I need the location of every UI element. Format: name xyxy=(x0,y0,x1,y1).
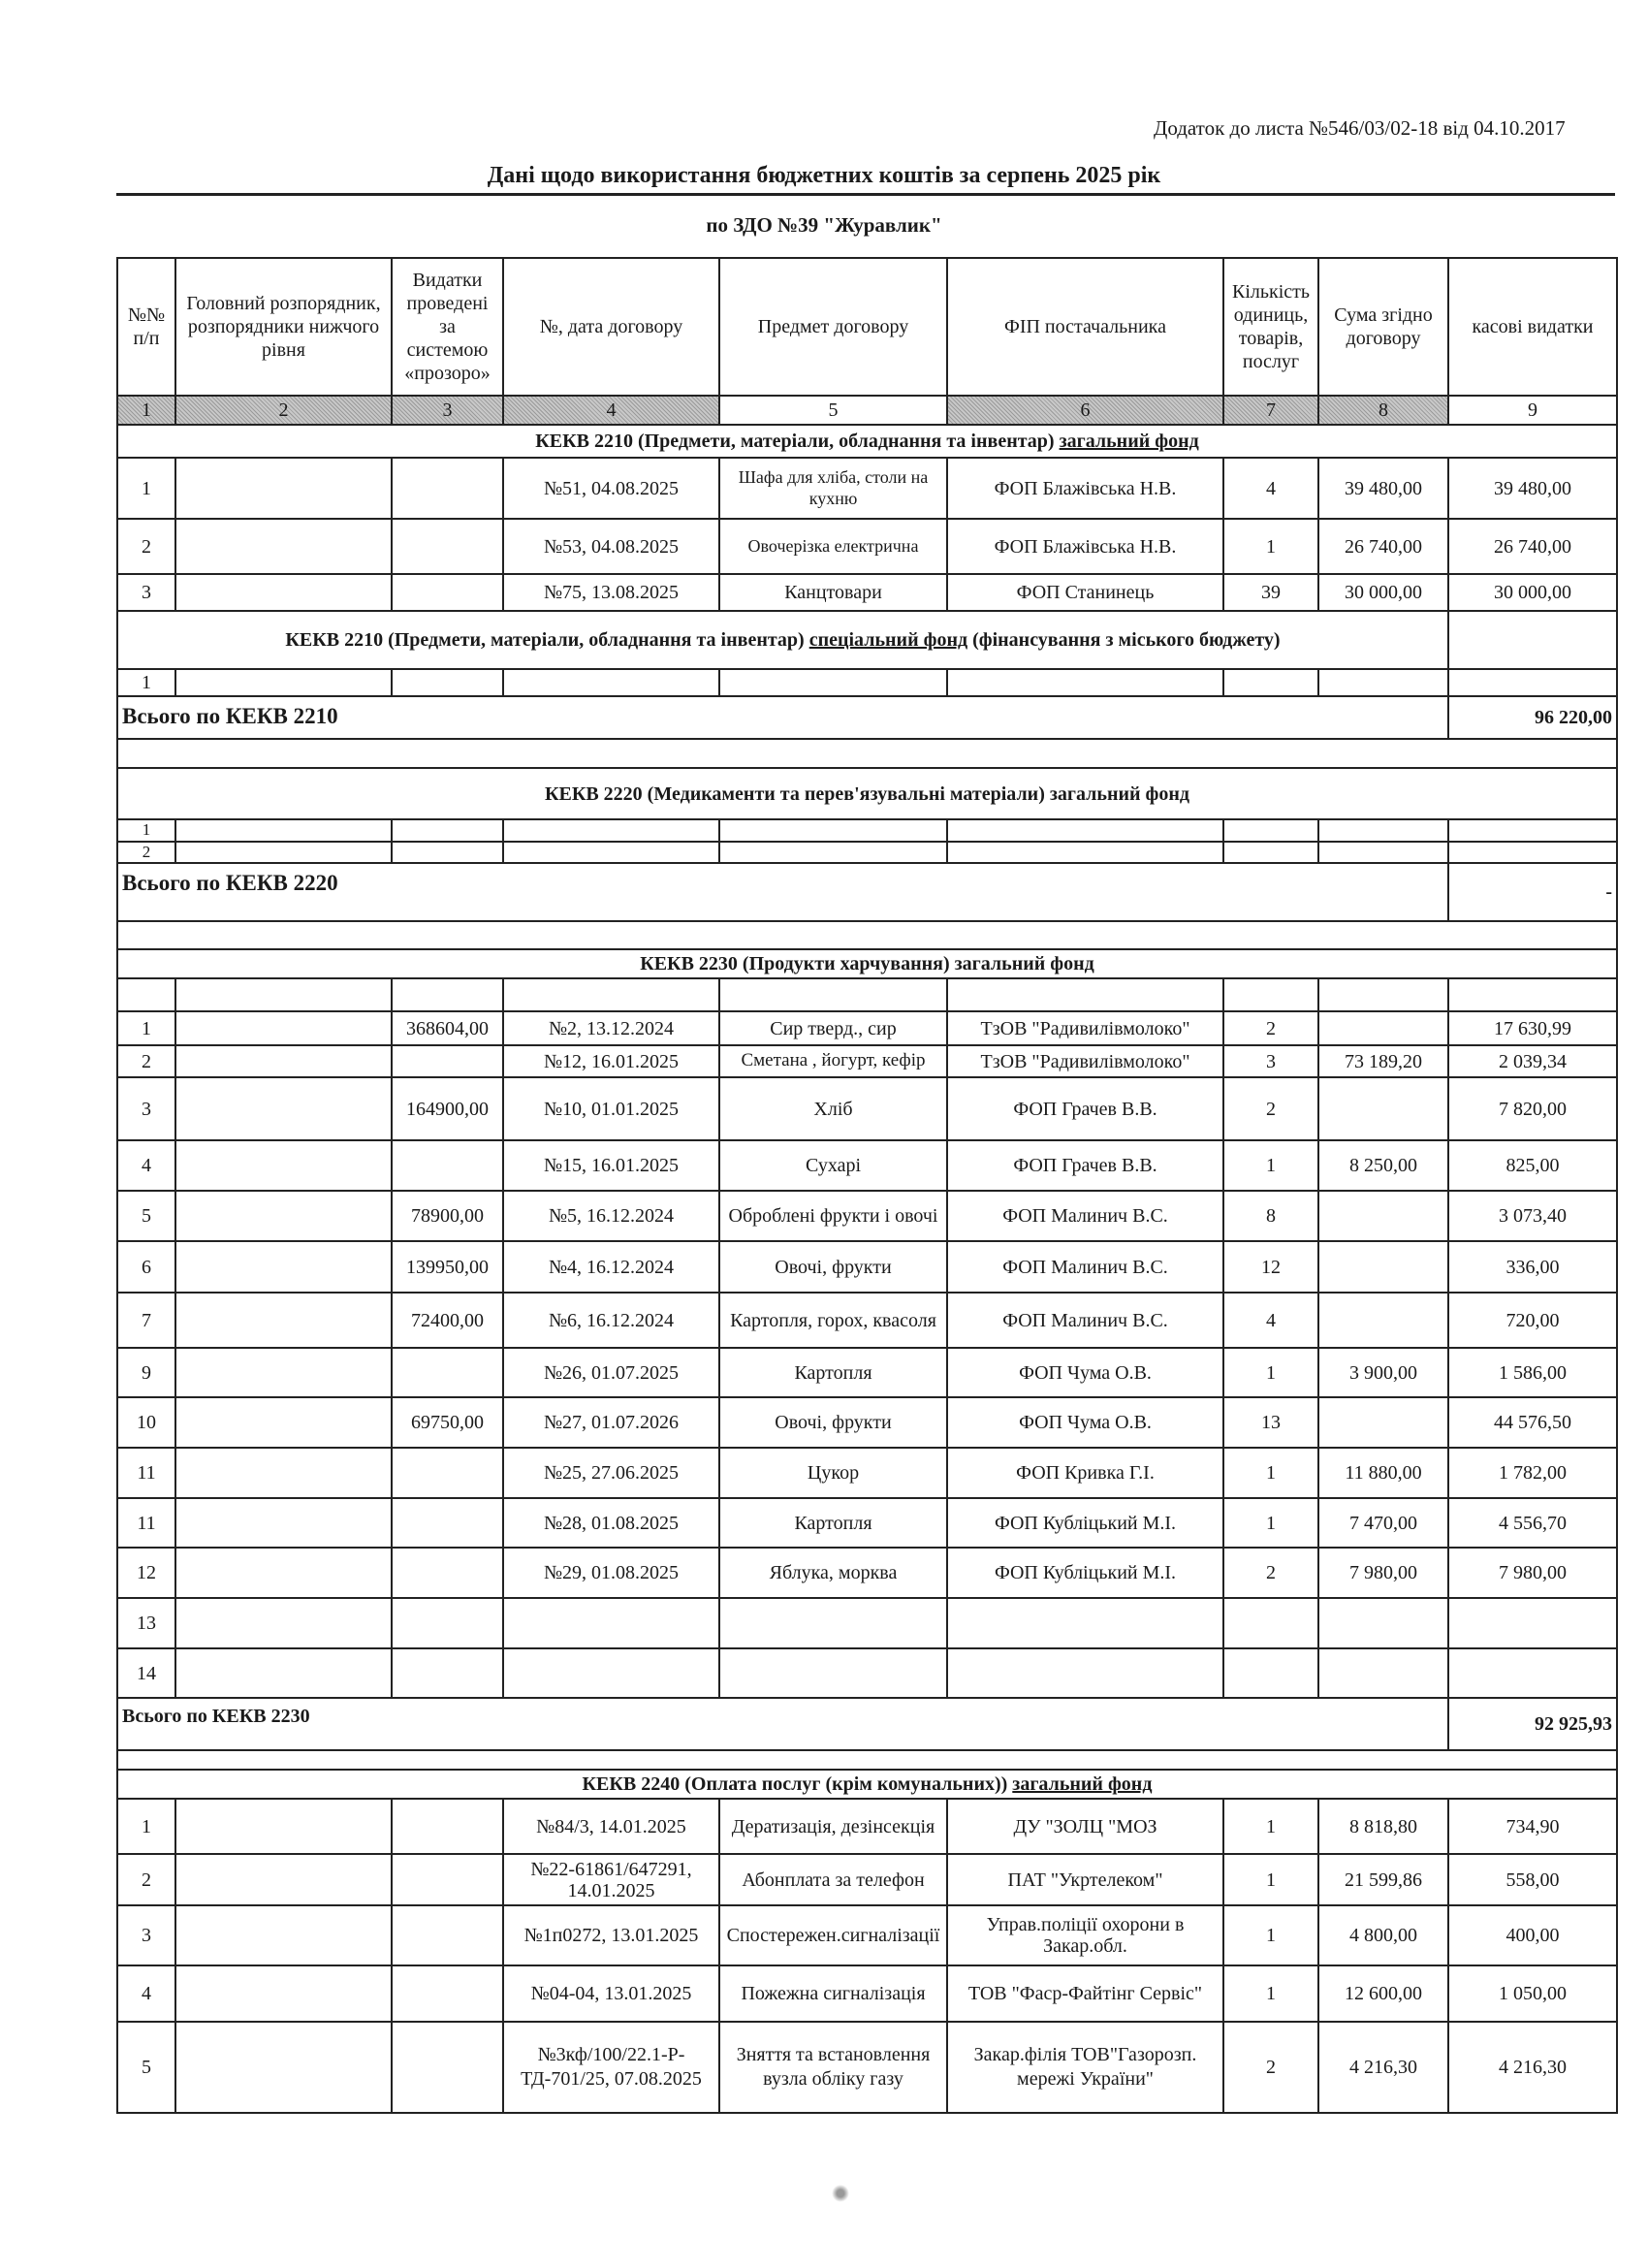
prozoro-cell xyxy=(392,1140,503,1191)
paid-cell: 720,00 xyxy=(1448,1293,1617,1348)
total-label: Всього по КЕКВ 2220 xyxy=(117,863,1448,921)
quantity-cell: 1 xyxy=(1223,1905,1318,1965)
sum-cell: 26 740,00 xyxy=(1318,519,1448,574)
total-label: Всього по КЕКВ 2230 xyxy=(117,1698,1448,1750)
table-row xyxy=(117,574,1617,611)
contract-cell: №4, 16.12.2024 xyxy=(503,1241,719,1293)
row-number: 10 xyxy=(117,1397,175,1448)
contract-cell: №25, 27.06.2025 xyxy=(503,1448,719,1498)
section-header-2240 xyxy=(117,1770,1617,1799)
paid-cell: 30 000,00 xyxy=(1448,574,1617,611)
contract-cell: №27, 01.07.2026 xyxy=(503,1397,719,1448)
section-header-2230 xyxy=(117,949,1617,978)
table-row xyxy=(117,1293,1617,1348)
quantity-cell: 12 xyxy=(1223,1241,1318,1293)
row-number: 3 xyxy=(117,1905,175,1965)
paid-cell: 44 576,50 xyxy=(1448,1397,1617,1448)
subject-cell: Картопля xyxy=(719,1498,947,1548)
supplier-cell: Управ.поліції охорони в Закар.обл. xyxy=(947,1905,1223,1965)
subject-cell: Картопля xyxy=(719,1348,947,1397)
quantity-cell: 1 xyxy=(1223,1448,1318,1498)
prozoro-cell: 69750,00 xyxy=(392,1397,503,1448)
paid-cell: 1 782,00 xyxy=(1448,1448,1617,1498)
column-number-row xyxy=(117,396,1617,425)
supplier-cell: ФОП Кубліцький М.І. xyxy=(947,1498,1223,1548)
row-number: 4 xyxy=(117,1140,175,1191)
quantity-cell: 1 xyxy=(1223,1348,1318,1397)
subject-cell: Шафа для хліба, столи на кухню xyxy=(719,458,947,519)
row-number: 2 xyxy=(117,1045,175,1077)
col-number: 7 xyxy=(1223,396,1318,425)
prozoro-cell xyxy=(392,1348,503,1397)
table-header-row xyxy=(117,258,1617,396)
table-row xyxy=(117,1905,1617,1965)
quantity-cell: 1 xyxy=(1223,519,1318,574)
row-number: 5 xyxy=(117,2022,175,2113)
paid-cell: 1 050,00 xyxy=(1448,1965,1617,2022)
section-header-2210 xyxy=(117,425,1617,458)
table-row xyxy=(117,1241,1617,1293)
prozoro-cell: 368604,00 xyxy=(392,1011,503,1045)
quantity-cell: 2 xyxy=(1223,1077,1318,1140)
subject-cell: Цукор xyxy=(719,1448,947,1498)
section-title: КЕКВ 2240 (Оплата послуг (крім комунальних)) xyxy=(582,1773,1013,1796)
funding-note: (фінансування з міського бюджету) xyxy=(967,629,1281,651)
subject-cell: Зняття та встановлення вузла обліку газу xyxy=(719,2022,947,2113)
sum-cell xyxy=(1318,1011,1448,1045)
contract-cell: №1п0272, 13.01.2025 xyxy=(503,1905,719,1965)
table-row xyxy=(117,1191,1617,1241)
table-row xyxy=(117,1799,1617,1854)
contract-cell: №2, 13.12.2024 xyxy=(503,1011,719,1045)
scan-artifact xyxy=(832,2185,849,2202)
row-number: 11 xyxy=(117,1448,175,1498)
paid-cell: 4 216,30 xyxy=(1448,2022,1617,2113)
row-number: 3 xyxy=(117,574,175,611)
total-value: 96 220,00 xyxy=(1448,696,1617,739)
table-row xyxy=(117,1648,1617,1698)
paid-cell: 3 073,40 xyxy=(1448,1191,1617,1241)
quantity-cell: 3 xyxy=(1223,1045,1318,1077)
col-number: 3 xyxy=(392,396,503,425)
total-label: Всього по КЕКВ 2210 xyxy=(117,696,1448,739)
sum-cell xyxy=(1318,1397,1448,1448)
supplier-cell: ТзОВ "Радивилівмолоко" xyxy=(947,1011,1223,1045)
col-header-manager: Головний розпорядник, розпорядники нижчого рівня xyxy=(175,258,392,396)
subject-cell: Сир тверд., сир xyxy=(719,1011,947,1045)
sum-cell: 7 470,00 xyxy=(1318,1498,1448,1548)
total-row-2210 xyxy=(117,696,1617,739)
row-number: 7 xyxy=(117,1293,175,1348)
col-number: 5 xyxy=(719,396,947,425)
annex-reference: Додаток до листа №546/03/02-18 від 04.10.2017 xyxy=(1154,116,1566,140)
contract-cell: №22-61861/647291, 14.01.2025 xyxy=(503,1854,719,1905)
section-title: КЕКВ 2230 (Продукти харчування) загальний фонд xyxy=(117,949,1617,978)
quantity-cell: 2 xyxy=(1223,1548,1318,1598)
subject-cell: Канцтовари xyxy=(719,574,947,611)
prozoro-cell xyxy=(392,1045,503,1077)
col-header-number: №№ п/п xyxy=(117,258,175,396)
quantity-cell: 1 xyxy=(1223,1140,1318,1191)
subject-cell: Хліб xyxy=(719,1077,947,1140)
row-number: 9 xyxy=(117,1348,175,1397)
spacer-row xyxy=(117,921,1617,949)
subject-cell: Овочі, фрукти xyxy=(719,1241,947,1293)
title-divider xyxy=(116,193,1615,196)
row-number: 12 xyxy=(117,1548,175,1598)
subject-cell: Спостережен.сигналізації xyxy=(719,1905,947,1965)
supplier-cell: ФОП Малинич В.С. xyxy=(947,1191,1223,1241)
quantity-cell: 4 xyxy=(1223,1293,1318,1348)
contract-cell: №75, 13.08.2025 xyxy=(503,574,719,611)
table-row xyxy=(117,1077,1617,1140)
sum-cell: 39 480,00 xyxy=(1318,458,1448,519)
col-header-quantity: Кількість одиниць, товарів, послуг xyxy=(1223,258,1318,396)
subject-cell: Яблука, морква xyxy=(719,1548,947,1598)
paid-cell: 26 740,00 xyxy=(1448,519,1617,574)
table-row xyxy=(117,1448,1617,1498)
col-number: 9 xyxy=(1448,396,1617,425)
col-header-prozoro: Видатки проведені за системою «прозоро» xyxy=(392,258,503,396)
row-number: 3 xyxy=(117,1077,175,1140)
section-header-2210-special xyxy=(117,611,1617,669)
sum-cell: 30 000,00 xyxy=(1318,574,1448,611)
paid-cell: 39 480,00 xyxy=(1448,458,1617,519)
contract-cell: №12, 16.01.2025 xyxy=(503,1045,719,1077)
row-number: 1 xyxy=(117,819,175,842)
table-row xyxy=(117,458,1617,519)
col-number: 1 xyxy=(117,396,175,425)
supplier-cell: ФОП Грачев В.В. xyxy=(947,1140,1223,1191)
contract-cell: №3кф/100/22.1-Р-ТД-701/25, 07.08.2025 xyxy=(503,2022,719,2113)
supplier-cell: ФОП Грачев В.В. xyxy=(947,1077,1223,1140)
sum-cell: 7 980,00 xyxy=(1318,1548,1448,1598)
section-header-2220 xyxy=(117,768,1617,819)
row-number: 4 xyxy=(117,1965,175,2022)
table-row xyxy=(117,2022,1617,2113)
table-row xyxy=(117,1045,1617,1077)
sum-cell: 12 600,00 xyxy=(1318,1965,1448,2022)
row-number: 13 xyxy=(117,1598,175,1648)
sum-cell xyxy=(1318,1077,1448,1140)
row-number: 1 xyxy=(117,1799,175,1854)
col-number: 4 xyxy=(503,396,719,425)
row-number: 6 xyxy=(117,1241,175,1293)
supplier-cell: ПАТ "Укртелеком" xyxy=(947,1854,1223,1905)
total-row-2220 xyxy=(117,863,1617,921)
subject-cell: Дератизація, дезінсекція xyxy=(719,1799,947,1854)
col-header-paid: касові видатки xyxy=(1448,258,1617,396)
empty-row xyxy=(117,978,1617,1011)
sum-cell: 4 216,30 xyxy=(1318,2022,1448,2113)
contract-cell: №29, 01.08.2025 xyxy=(503,1548,719,1598)
sum-cell: 8 250,00 xyxy=(1318,1140,1448,1191)
total-row-2230 xyxy=(117,1698,1617,1750)
quantity-cell: 4 xyxy=(1223,458,1318,519)
col-header-supplier: ФІП постачальника xyxy=(947,258,1223,396)
subject-cell: Сухарі xyxy=(719,1140,947,1191)
table-row xyxy=(117,1598,1617,1648)
col-header-sum: Сума згідно договору xyxy=(1318,258,1448,396)
contract-cell: №84/3, 14.01.2025 xyxy=(503,1799,719,1854)
quantity-cell: 13 xyxy=(1223,1397,1318,1448)
budget-usage-table xyxy=(116,257,1618,2114)
fund-label: загальний фонд xyxy=(1012,1773,1153,1796)
row-number: 2 xyxy=(117,1854,175,1905)
table-row xyxy=(117,1548,1617,1598)
subject-cell: Овочерізка електрична xyxy=(719,519,947,574)
prozoro-cell: 72400,00 xyxy=(392,1293,503,1348)
table-row xyxy=(117,519,1617,574)
table-row xyxy=(117,1011,1617,1045)
paid-cell: 825,00 xyxy=(1448,1140,1617,1191)
total-value: 92 925,93 xyxy=(1448,1698,1617,1750)
row-number: 5 xyxy=(117,1191,175,1241)
paid-cell: 1 586,00 xyxy=(1448,1348,1617,1397)
table-row xyxy=(117,669,1617,696)
subject-cell: Оброблені фрукти і овочі xyxy=(719,1191,947,1241)
contract-cell: №04-04, 13.01.2025 xyxy=(503,1965,719,2022)
supplier-cell: ФОП Чума О.В. xyxy=(947,1397,1223,1448)
paid-cell: 17 630,99 xyxy=(1448,1011,1617,1045)
quantity-cell: 8 xyxy=(1223,1191,1318,1241)
institution-subtitle: по ЗДО №39 "Журавлик" xyxy=(706,213,942,237)
spacer-row xyxy=(117,1750,1617,1770)
supplier-cell: ФОП Станинець xyxy=(947,574,1223,611)
paid-cell: 400,00 xyxy=(1448,1905,1617,1965)
paid-cell: 4 556,70 xyxy=(1448,1498,1617,1548)
table-row xyxy=(117,1498,1617,1548)
row-number: 1 xyxy=(117,458,175,519)
col-header-subject: Предмет договору xyxy=(719,258,947,396)
table-row xyxy=(117,842,1617,863)
subject-cell: Абонплата за телефон xyxy=(719,1854,947,1905)
contract-cell: №10, 01.01.2025 xyxy=(503,1077,719,1140)
table-row xyxy=(117,1854,1617,1905)
prozoro-cell xyxy=(392,1548,503,1598)
subject-cell: Пожежна сигналізація xyxy=(719,1965,947,2022)
row-number: 11 xyxy=(117,1498,175,1548)
supplier-cell: ФОП Малинич В.С. xyxy=(947,1241,1223,1293)
paid-cell: 7 820,00 xyxy=(1448,1077,1617,1140)
prozoro-cell: 78900,00 xyxy=(392,1191,503,1241)
table-row xyxy=(117,819,1617,842)
table-row xyxy=(117,1397,1617,1448)
row-number: 14 xyxy=(117,1648,175,1698)
sum-cell xyxy=(1318,1191,1448,1241)
col-header-contract: №, дата договору xyxy=(503,258,719,396)
fund-label: загальний фонд xyxy=(1059,431,1199,452)
supplier-cell: ТОВ "Фаср-Файтінг Сервіс" xyxy=(947,1965,1223,2022)
prozoro-cell xyxy=(392,1448,503,1498)
fund-label: спеціальний фонд xyxy=(808,629,968,651)
quantity-cell: 39 xyxy=(1223,574,1318,611)
spacer-row xyxy=(117,739,1617,768)
prozoro-cell xyxy=(392,1498,503,1548)
quantity-cell: 1 xyxy=(1223,1854,1318,1905)
section-title: КЕКВ 2210 (Предмети, матеріали, обладнання та інвентар) xyxy=(535,431,1060,452)
contract-cell: №53, 04.08.2025 xyxy=(503,519,719,574)
row-number: 1 xyxy=(117,669,175,696)
sum-cell xyxy=(1318,1293,1448,1348)
row-number: 2 xyxy=(117,842,175,863)
table-row xyxy=(117,1348,1617,1397)
page-title: Дані щодо використання бюджетних коштів за серпень 2025 рік xyxy=(487,163,1161,188)
quantity-cell: 1 xyxy=(1223,1498,1318,1548)
section-title: КЕКВ 2220 (Медикаменти та перев'язувальні матеріали) загальний фонд xyxy=(117,768,1617,819)
supplier-cell: ФОП Кривка Г.І. xyxy=(947,1448,1223,1498)
quantity-cell: 2 xyxy=(1223,1011,1318,1045)
table-row xyxy=(117,1965,1617,2022)
contract-cell: №15, 16.01.2025 xyxy=(503,1140,719,1191)
prozoro-cell: 164900,00 xyxy=(392,1077,503,1140)
row-number: 1 xyxy=(117,1011,175,1045)
subject-cell: Сметана , йогурт, кефір xyxy=(719,1045,947,1077)
col-number: 6 xyxy=(947,396,1223,425)
col-number: 2 xyxy=(175,396,392,425)
supplier-cell: ФОП Чума О.В. xyxy=(947,1348,1223,1397)
sum-cell xyxy=(1318,1241,1448,1293)
total-value: - xyxy=(1448,863,1617,921)
contract-cell: №5, 16.12.2024 xyxy=(503,1191,719,1241)
table-row xyxy=(117,1140,1617,1191)
sum-cell: 73 189,20 xyxy=(1318,1045,1448,1077)
supplier-cell: ФОП Блажівська Н.В. xyxy=(947,458,1223,519)
col-number: 8 xyxy=(1318,396,1448,425)
supplier-cell: ФОП Кубліцький М.І. xyxy=(947,1548,1223,1598)
quantity-cell: 2 xyxy=(1223,2022,1318,2113)
subject-cell: Овочі, фрукти xyxy=(719,1397,947,1448)
supplier-cell: ФОП Малинич В.С. xyxy=(947,1293,1223,1348)
sum-cell: 4 800,00 xyxy=(1318,1905,1448,1965)
prozoro-cell: 139950,00 xyxy=(392,1241,503,1293)
supplier-cell: Закар.філія ТОВ"Газорозп. мережі України" xyxy=(947,2022,1223,2113)
contract-cell: №26, 01.07.2025 xyxy=(503,1348,719,1397)
subject-cell: Картопля, горох, квасоля xyxy=(719,1293,947,1348)
paid-cell: 2 039,34 xyxy=(1448,1045,1617,1077)
paid-cell: 734,90 xyxy=(1448,1799,1617,1854)
paid-cell: 558,00 xyxy=(1448,1854,1617,1905)
supplier-cell: ТзОВ "Радивилівмолоко" xyxy=(947,1045,1223,1077)
sum-cell: 8 818,80 xyxy=(1318,1799,1448,1854)
sum-cell: 11 880,00 xyxy=(1318,1448,1448,1498)
supplier-cell: ДУ "ЗОЛЦ "МОЗ xyxy=(947,1799,1223,1854)
section-title: КЕКВ 2210 (Предмети, матеріали, обладнання та інвентар) xyxy=(285,629,809,651)
quantity-cell: 1 xyxy=(1223,1965,1318,2022)
contract-cell: №51, 04.08.2025 xyxy=(503,458,719,519)
sum-cell: 3 900,00 xyxy=(1318,1348,1448,1397)
paid-cell: 336,00 xyxy=(1448,1241,1617,1293)
supplier-cell: ФОП Блажівська Н.В. xyxy=(947,519,1223,574)
row-number: 2 xyxy=(117,519,175,574)
quantity-cell: 1 xyxy=(1223,1799,1318,1854)
contract-cell: №28, 01.08.2025 xyxy=(503,1498,719,1548)
sum-cell: 21 599,86 xyxy=(1318,1854,1448,1905)
contract-cell: №6, 16.12.2024 xyxy=(503,1293,719,1348)
paid-cell: 7 980,00 xyxy=(1448,1548,1617,1598)
